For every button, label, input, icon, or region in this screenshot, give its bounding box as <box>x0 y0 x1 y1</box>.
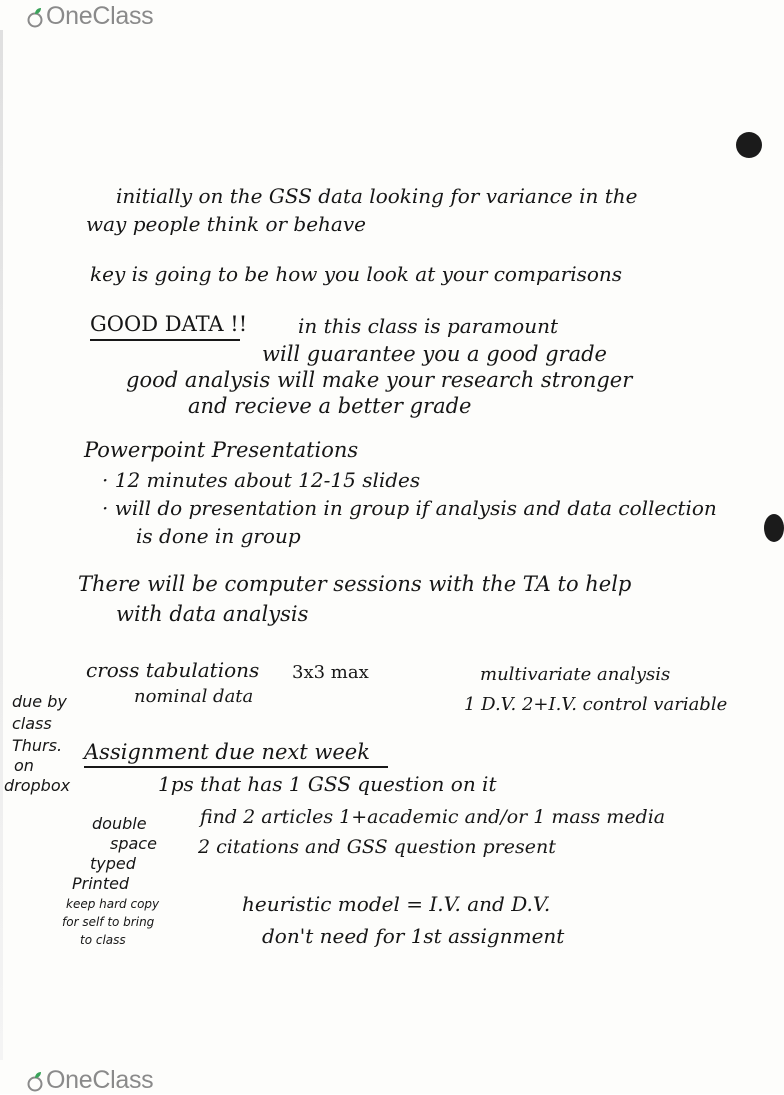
assignment-underline <box>84 766 388 768</box>
punch-hole-middle <box>764 514 784 542</box>
margin-note-4: on <box>14 756 34 775</box>
note-line-19: 2 citations and GSS question present <box>198 836 556 858</box>
margin-note-5: dropbox <box>4 776 71 795</box>
note-line-15b: 1 D.V. 2+I.V. control variable <box>464 694 728 715</box>
note-line-11: is done in group <box>136 524 301 548</box>
brand-name: OneClass <box>46 1066 154 1094</box>
note-line-8: Powerpoint Presentations <box>84 438 359 462</box>
note-line-7: and recieve a better grade <box>188 394 472 418</box>
oneclass-logo-top <box>26 2 153 31</box>
note-line-3: key is going to be how you look at your comparisons <box>90 262 623 286</box>
punch-hole-top <box>736 132 762 158</box>
note-line-9: · 12 minutes about 12-15 slides <box>102 468 421 492</box>
margin-note-3: Thurs. <box>12 736 63 755</box>
note-line-10: · will do presentation in group if analysis and data collection <box>102 496 717 520</box>
note-line-4a: GOOD DATA !! <box>90 312 248 336</box>
oneclass-logo-bottom <box>26 1066 153 1095</box>
margin-note-6: double <box>92 814 147 833</box>
note-line-2: way people think or behave <box>86 212 366 236</box>
note-line-6: good analysis will make your research stronger <box>126 368 633 392</box>
brand-name: OneClass <box>46 2 154 30</box>
margin-note-8: typed <box>90 854 136 873</box>
note-line-14b: 3x3 max <box>292 662 369 683</box>
margin-note-9: Printed <box>72 874 130 893</box>
note-line-1: initially on the GSS data looking for variance in the <box>116 184 638 208</box>
note-line-15a: nominal data <box>134 686 254 707</box>
margin-note-2: class <box>12 714 52 733</box>
note-line-14c: multivariate analysis <box>480 664 671 685</box>
note-line-14a: cross tabulations <box>86 658 260 682</box>
margin-note-12: to class <box>80 933 126 947</box>
good-data-underline <box>90 339 240 341</box>
page-edge <box>0 30 3 1060</box>
margin-note-11: for self to bring <box>62 915 155 929</box>
margin-note-7: space <box>110 834 157 853</box>
note-line-17: 1ps that has 1 GSS question on it <box>158 772 497 796</box>
leaf-icon <box>26 6 44 28</box>
note-line-20: heuristic model = I.V. and D.V. <box>242 892 551 916</box>
note-line-5: will guarantee you a good grade <box>262 342 607 366</box>
margin-note-10: keep hard copy <box>66 897 160 911</box>
note-line-12: There will be computer sessions with the TA to help <box>78 572 632 596</box>
leaf-icon <box>26 1070 44 1092</box>
margin-note-1: due by <box>12 692 67 711</box>
note-line-16: Assignment due next week <box>84 740 370 764</box>
note-line-13: with data analysis <box>116 602 309 626</box>
note-line-18: find 2 articles 1+academic and/or 1 mass media <box>200 806 666 828</box>
note-line-21: don't need for 1st assignment <box>262 924 565 948</box>
note-line-4b: in this class is paramount <box>298 314 559 338</box>
